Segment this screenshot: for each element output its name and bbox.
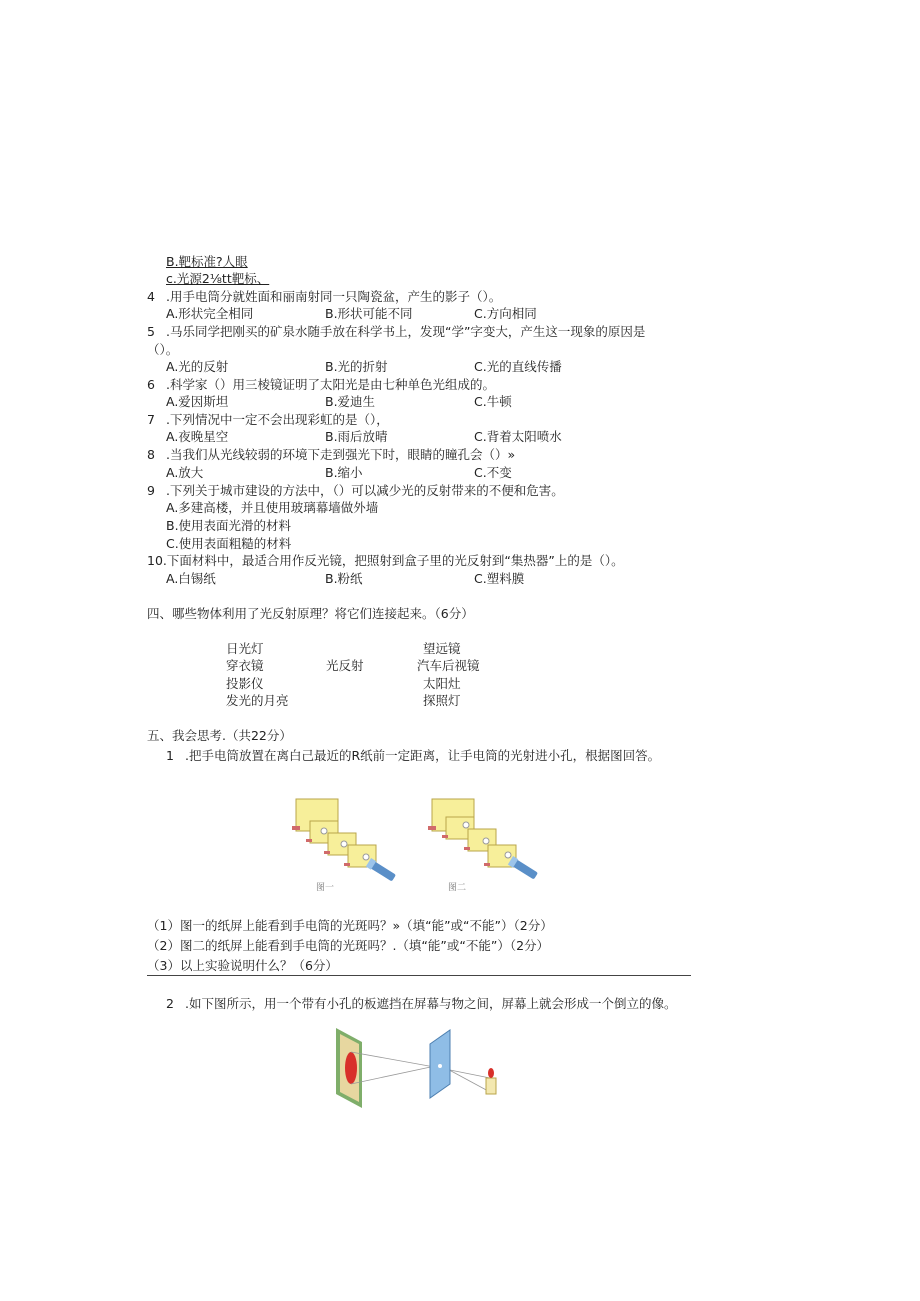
q10-option-c: C.塑料膜: [474, 571, 525, 586]
match-center-label: 光反射: [326, 658, 364, 673]
section5-title: 五、我会思考.（共22分）: [147, 728, 292, 743]
q8-option-c: C.不变: [474, 465, 512, 480]
s5-sub-1: （1）图一的纸屏上能看到手电筒的光斑吗？»（填“能”或“不能”）（2分）: [147, 918, 553, 933]
q7-option-a: A.夜晚星空: [166, 429, 229, 444]
q7-option-c: C.背着太阳喷水: [474, 429, 562, 444]
answer-line: [147, 975, 691, 976]
clip-3: [464, 847, 470, 850]
q6-option-c: C.牛顿: [474, 394, 512, 409]
q9-number: 9: [147, 483, 155, 498]
s5-sub-2: （2）图二的纸屏上能看到手电筒的光斑吗？.（填“能”或“不能”）（2分）: [147, 938, 550, 953]
q7-number: 7: [147, 412, 155, 427]
match-right-item: 汽车后视镜: [417, 658, 480, 673]
q3-option-c: c.光源2⅛tt靶标、: [166, 271, 270, 286]
q6-number: 6: [147, 377, 155, 392]
flashlight-icon: [366, 858, 397, 882]
q8-option-a: A.放大: [166, 465, 204, 480]
q4-option-c: C.方向相同: [474, 306, 537, 321]
s5-q2-stem: .如下图所示，用一个带有小孔的板遮挡在屏幕与物之间，屏幕上就会形成一个倒立的像。: [185, 996, 677, 1011]
figure-two-label: 图二: [448, 883, 467, 893]
q5-number: 5: [147, 324, 155, 339]
figure-one-label: 图一: [316, 883, 335, 893]
pinhole-1: [463, 822, 469, 828]
q6-option-b: B.爱迪生: [325, 394, 376, 409]
q9-option-c: C.使用表面粗糙的材料: [166, 536, 292, 551]
clip-3: [324, 851, 330, 854]
match-left-item: 发光的月亮: [226, 693, 289, 708]
q4-stem: .用手电筒分就姓面和丽南射同一只陶瓷盆，产生的影子（）。: [166, 289, 502, 304]
q7-stem: .下列情况中一定不会出现彩虹的是（），: [166, 412, 389, 427]
s5-q1-stem: .把手电筒放置在离白己最近的R纸前一定距离，让手电筒的光射进小孔，根据图回答。: [185, 748, 661, 763]
q5-option-b: B.光的折射: [325, 359, 388, 374]
match-left-item: 投影仪: [226, 676, 264, 691]
clip-2: [306, 839, 312, 842]
match-left-item: 日光灯: [226, 641, 264, 656]
match-right-item: 太阳灶: [423, 676, 461, 691]
q5-option-a: A.光的反射: [166, 359, 229, 374]
figure-one: [288, 795, 406, 895]
pinhole-3: [505, 852, 511, 858]
flashlight-icon: [508, 856, 539, 880]
q4-option-b: B.形状可能不同: [325, 306, 413, 321]
q5-option-c: C.光的直线传播: [474, 359, 562, 374]
q10-stem: 10.下面材料中，最适合用作反光镜，把照射到盒子里的光反射到“集热器”上的是（）。: [147, 553, 624, 568]
q3-option-b: B.靶标准?人眼: [166, 254, 248, 269]
q4-number: 4: [147, 289, 155, 304]
pinhole-3: [363, 854, 369, 860]
q7-option-b: B.雨后放晴: [325, 429, 388, 444]
q6-option-a: A.爱因斯坦: [166, 394, 229, 409]
s5-q2-number: 2: [166, 996, 174, 1011]
q5-stem-continued: （）。: [147, 342, 179, 357]
pinhole-2: [483, 838, 489, 844]
q8-number: 8: [147, 447, 155, 462]
candle-icon: [486, 1068, 496, 1094]
match-right-item: 望远镜: [423, 641, 461, 656]
figure-two: [424, 795, 546, 895]
pinhole-1: [321, 828, 327, 834]
match-right-item: 探照灯: [423, 693, 461, 708]
light-rays: [351, 1052, 490, 1092]
q10-option-a: A.白锡纸: [166, 571, 216, 586]
q6-stem: .科学家（）用三棱镜证明了太阳光是由七种单色光组成的。: [166, 377, 495, 392]
clip-1: [292, 826, 300, 830]
q8-stem: .当我们从光线较弱的环境下走到强光下时，眼睛的瞳孔会（）»: [166, 447, 516, 462]
pinhole-imaging-figure: [332, 1020, 504, 1112]
q4-option-a: A.形状完全相同: [166, 306, 254, 321]
s5-q1-number: 1: [166, 748, 174, 763]
s5-sub-3: （3）以上实验说明什么？（6分）: [147, 958, 338, 973]
clip-4: [344, 863, 350, 866]
inverted-image: [345, 1052, 357, 1084]
match-left-item: 穿衣镜: [226, 658, 264, 673]
q9-option-b: B.使用表面光滑的材料: [166, 518, 292, 533]
q8-option-b: B.缩小: [325, 465, 363, 480]
pinhole: [438, 1064, 442, 1068]
q5-stem: .马乐同学把刚买的矿泉水随手放在科学书上，发现“学”字变大，产生这一现象的原因是: [166, 324, 646, 339]
clip-1: [428, 826, 436, 830]
clip-2: [442, 835, 448, 838]
section4-title: 四、哪些物体利用了光反射原理？将它们连接起来。（6分）: [147, 606, 474, 621]
q10-option-b: B.粉纸: [325, 571, 363, 586]
pinhole-2: [341, 841, 347, 847]
q9-option-a: A.多建高楼，并且使用玻璃幕墙做外墙: [166, 500, 379, 515]
q9-stem: .下列关于城市建设的方法中，（）可以减少光的反射带来的不便和危害。: [166, 483, 564, 498]
clip-4: [484, 863, 490, 866]
pinhole-board: [430, 1030, 450, 1098]
